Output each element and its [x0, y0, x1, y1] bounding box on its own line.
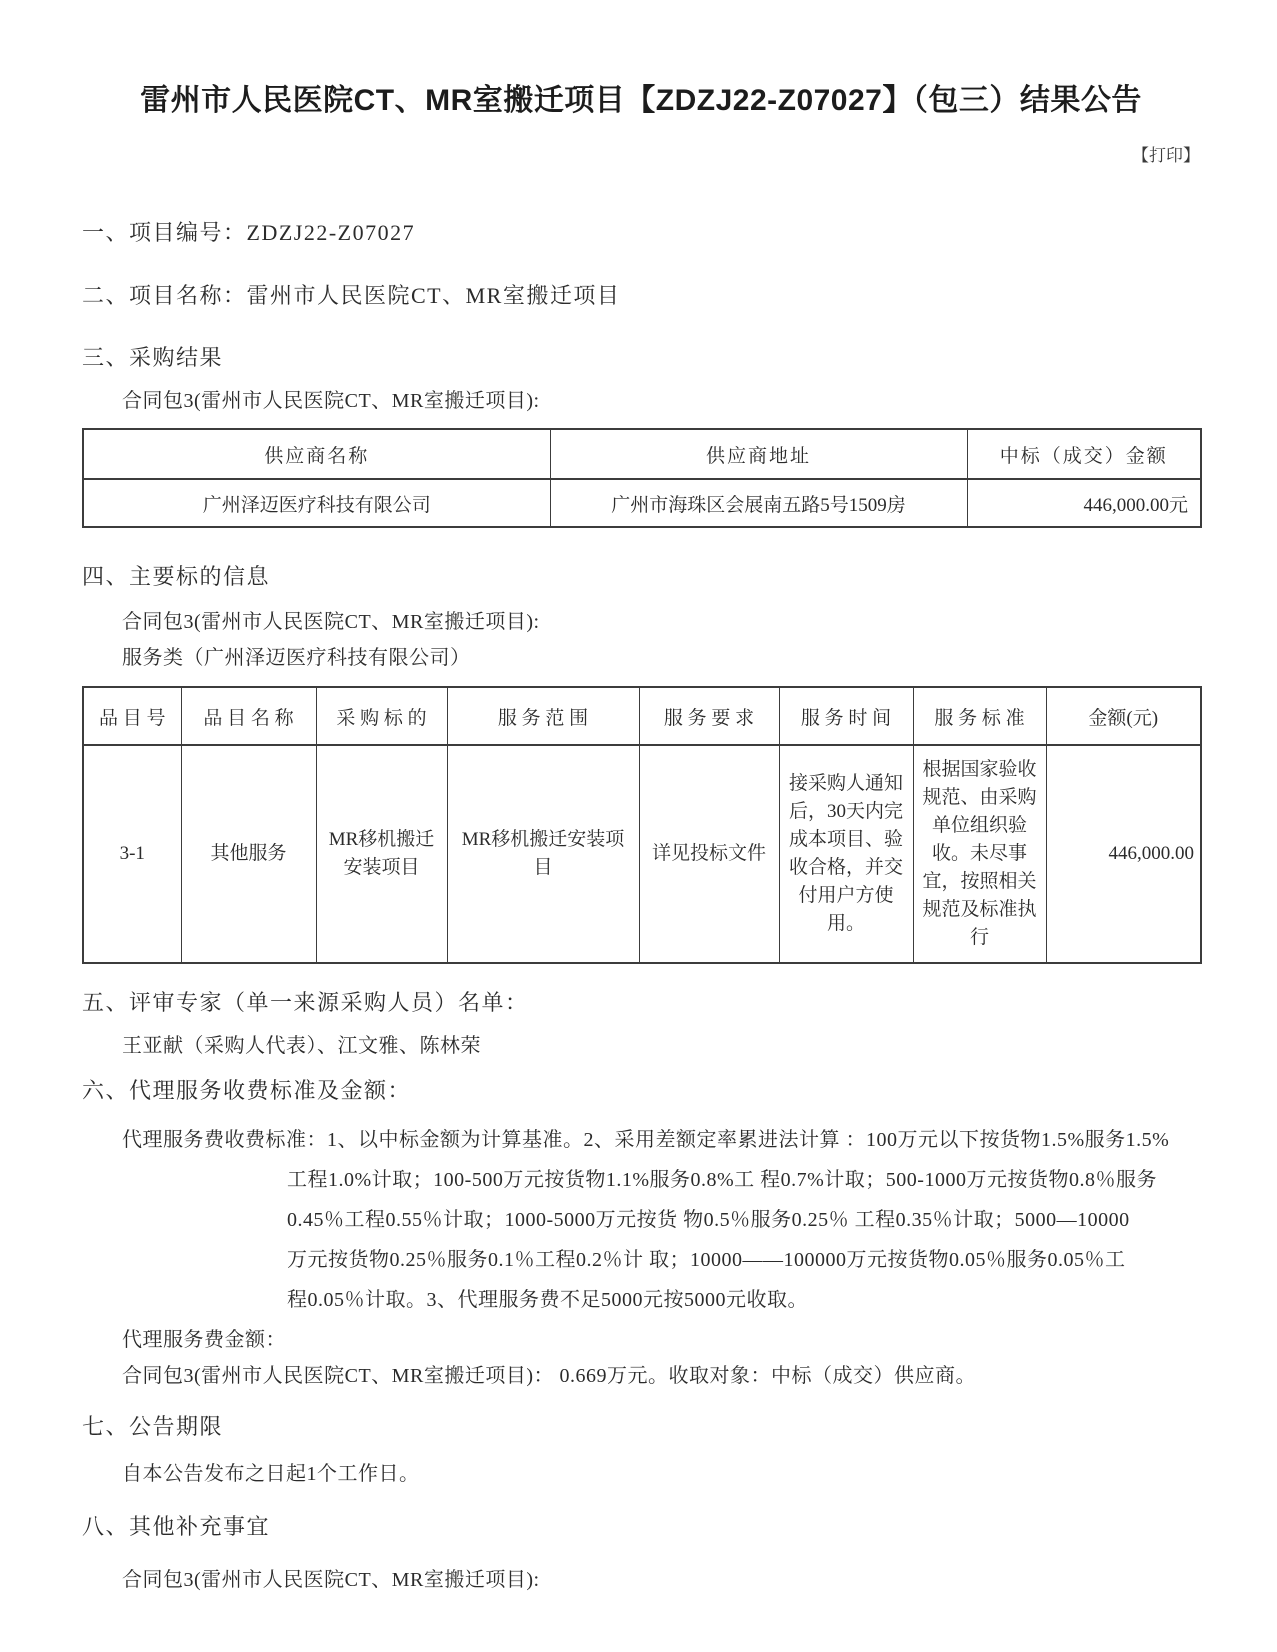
col-item-name: 品 目 名 称 [181, 687, 316, 745]
subject-table-header-row [83, 687, 1201, 745]
col-amount: 金额(元) [1046, 687, 1201, 745]
service-scope-cell: MR移机搬迁安装项目 [447, 745, 639, 963]
package-line-subject: 合同包3(雷州市人民医院CT、MR室搬迁项目): [122, 611, 540, 633]
col-award-amount: 中标（成交）金额 [967, 429, 1201, 479]
item-no-cell: 3-1 [83, 745, 181, 963]
section-project-number: 一、项目编号：ZDZJ22-Z07027 [82, 220, 416, 245]
section-procurement-result: 三、采购结果 [82, 345, 224, 370]
supplier-address-cell: 广州市海珠区会展南五路5号1509房 [550, 479, 967, 527]
fee-standard-line: 工程1.0%计取；100-500万元按货物1.1%服务0.8%工 程0.7%计取；500-1000万元按货物0.8％服务 [287, 1169, 1157, 1191]
item-name-cell: 其他服务 [181, 745, 316, 963]
section-agency-fee: 六、代理服务收费标准及金额： [82, 1078, 412, 1103]
result-table-header-row [83, 429, 1201, 479]
print-row [82, 144, 1200, 168]
fee-amount-line: 合同包3(雷州市人民医院CT、MR室搬迁项目)： 0.669万元。收取对象：中标（成交）供应商。 [122, 1365, 976, 1387]
section-experts: 五、评审专家（单一来源采购人员）名单： [82, 990, 529, 1015]
subject-table-row [83, 745, 1201, 963]
fee-standard-paragraph [122, 1120, 1200, 1320]
announcement-period-body: 自本公告发布之日起1个工作日。 [122, 1463, 420, 1485]
fee-standard-line: 代理服务费收费标准：1、以中标金额为计算基准。2、采用差额定率累进法计算 ：100万元以下按货物1.5%服务1.5% [122, 1129, 1170, 1151]
col-item-no: 品 目 号 [83, 687, 181, 745]
fee-standard-line: 程0.05％计取。3、代理服务费不足5000元按5000元收取。 [287, 1289, 808, 1311]
col-supplier-name: 供应商名称 [83, 429, 550, 479]
expert-names: 王亚献（采购人代表）、江文雅、陈林荣 [122, 1035, 481, 1057]
subject-amount-cell: 446,000.00 [1046, 745, 1201, 963]
section-announcement-period: 七、公告期限 [82, 1414, 224, 1439]
section-other-matters: 八、其他补充事宜 [82, 1514, 271, 1539]
section-project-name: 二、项目名称：雷州市人民医院CT、MR室搬迁项目 [82, 283, 621, 308]
package-line-other: 合同包3(雷州市人民医院CT、MR室搬迁项目): [122, 1569, 540, 1591]
page-title: 雷州市人民医院CT、MR室搬迁项目【ZDZJ22-Z07027】（包三）结果公告 [140, 84, 1142, 117]
fee-standard-line: 0.45％工程0.55％计取；1000-5000万元按货 物0.5％服务0.25％ 工程0.35％计取；5000—10000 [287, 1209, 1130, 1231]
service-standard-cell: 根据国家验收规范、由采购单位组织验收。未尽事宜，按照相关规范及标准执行 [913, 745, 1046, 963]
service-time-cell: 接采购人通知后，30天内完成本项目、验收合格，并交付用户方使用。 [779, 745, 913, 963]
supplier-name-cell: 广州泽迈医疗科技有限公司 [83, 479, 550, 527]
col-service-time: 服 务 时 间 [779, 687, 913, 745]
col-service-requirement: 服 务 要 求 [639, 687, 779, 745]
fee-amount-label: 代理服务费金额： [122, 1329, 286, 1351]
col-service-scope: 服 务 范 围 [447, 687, 639, 745]
section-main-subject: 四、主要标的信息 [82, 564, 271, 589]
fee-standard-line: 万元按货物0.25％服务0.1％工程0.2％计 取；10000——100000万元按货物0.05％服务0.05％工 [287, 1249, 1126, 1271]
col-supplier-address: 供应商地址 [550, 429, 967, 479]
service-requirement-cell: 详见投标文件 [639, 745, 779, 963]
result-table [82, 428, 1202, 528]
col-service-standard: 服 务 标 准 [913, 687, 1046, 745]
print-button[interactable]: 【打印】 [1132, 146, 1200, 165]
procurement-subject-cell: MR移机搬迁安装项目 [316, 745, 447, 963]
col-procurement-subject: 采 购 标 的 [316, 687, 447, 745]
result-table-row [83, 479, 1201, 527]
category-line: 服务类（广州泽迈医疗科技有限公司） [122, 647, 471, 669]
subject-table [82, 686, 1202, 964]
award-amount-cell: 446,000.00元 [967, 479, 1201, 527]
package-line-result: 合同包3(雷州市人民医院CT、MR室搬迁项目): [122, 390, 540, 412]
